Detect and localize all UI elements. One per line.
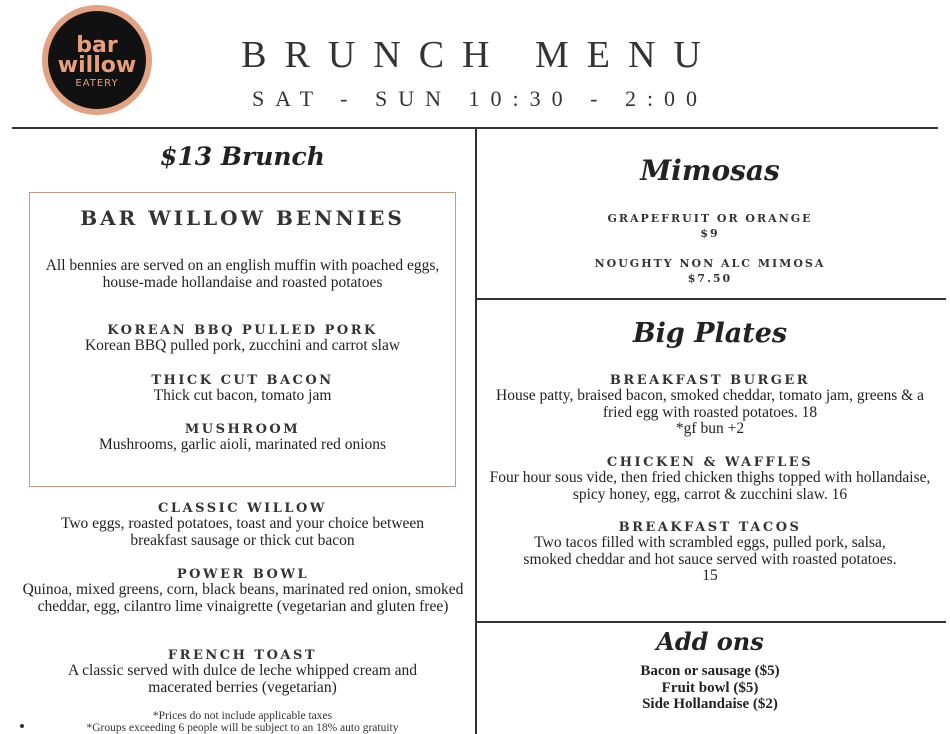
menu-item xyxy=(30,501,455,549)
menu-item-desc: Quinoa, mixed greens, corn, black beans, marinated red onion, smoked cheddar, egg, cilantro lime vinaigrette (vegetarian and gluten free) xyxy=(22,581,464,615)
menu-item-desc: Korean BBQ pulled pork, zucchini and carrot slaw xyxy=(84,337,401,354)
add-on-item: Bacon or sausage ($5) xyxy=(640,663,780,679)
drink-name: NOUGHTY NON ALC MIMOSA xyxy=(594,257,826,270)
menu-item-desc: Mushrooms, garlic aioli, marinated red onions xyxy=(98,436,387,453)
menu-item xyxy=(18,567,468,615)
add-ons-list xyxy=(480,663,940,713)
menu-item xyxy=(40,648,445,696)
menu-item-desc: A classic served with dulce de leche whipped cream and macerated berries (vegetarian) xyxy=(67,662,418,696)
brunch-section-title: $13 Brunch xyxy=(160,142,325,171)
drink-price: $7.50 xyxy=(687,272,733,285)
big-plates-title: Big Plates xyxy=(632,318,788,349)
menu-item-name: CHICKEN & WAFFLES xyxy=(606,455,814,470)
menu-item xyxy=(485,455,935,503)
bennies-intro: All bennies are served on an english muffin with poached eggs, house-made hollandaise and roasted potatoes xyxy=(45,257,440,291)
menu-item-desc: Two eggs, roasted potatoes, toast and your choice between breakfast sausage or thick cut bacon xyxy=(60,515,425,549)
menu-item xyxy=(515,520,905,585)
add-on-item: Side Hollandaise ($2) xyxy=(642,696,778,712)
bar-willow-logo xyxy=(42,5,152,115)
bennies-heading-block xyxy=(40,206,445,230)
menu-item-name: FRENCH TOAST xyxy=(167,648,318,663)
menu-hours: SAT - SUN 10:30 - 2:00 xyxy=(251,86,709,111)
drink-price: $9 xyxy=(700,227,720,240)
drink-item xyxy=(480,256,940,286)
menu-item-name: MUSHROOM xyxy=(184,422,301,437)
menu-item-desc: Two tacos filled with scrambled eggs, pulled pork, salsa, smoked cheddar and hot sauce served with roasted potatoes. 15 xyxy=(523,534,897,584)
mimosas-title: Mimosas xyxy=(640,154,780,187)
menu-item xyxy=(40,422,445,454)
logo-text-willow: willow xyxy=(57,53,137,78)
mimosas-divider xyxy=(476,298,946,300)
gratuity-note: *Groups exceeding 6 people will be subject to an 18% auto gratuity xyxy=(86,722,399,734)
menu-item-name: BREAKFAST TACOS xyxy=(618,520,802,535)
drink-item xyxy=(480,211,940,241)
menu-item-name: KOREAN BBQ PULLED PORK xyxy=(107,323,378,338)
add-on-item: Fruit bowl ($5) xyxy=(661,679,759,696)
menu-item-name: BREAKFAST BURGER xyxy=(609,373,811,388)
bullet-icon xyxy=(20,724,24,728)
menu-item xyxy=(40,373,445,405)
big-plates-divider xyxy=(476,621,946,623)
menu-item-name: CLASSIC WILLOW xyxy=(158,501,327,516)
tax-note: *Prices do not include applicable taxes xyxy=(152,710,333,722)
menu-item xyxy=(40,323,445,355)
menu-item xyxy=(485,373,935,438)
column-divider xyxy=(475,128,477,734)
menu-item-extra: *gf bun +2 xyxy=(675,420,745,437)
add-ons-title: Add ons xyxy=(656,627,764,656)
menu-item-desc: Four hour sous vide, then fried chicken thighs topped with hollandaise, spicy honey, egg, carrot & zucchini slaw. 16 xyxy=(489,469,931,503)
logo-text-eatery: EATERY xyxy=(75,78,119,89)
logo-badge xyxy=(48,11,146,109)
menu-item-desc: Thick cut bacon, tomato jam xyxy=(153,387,332,404)
menu-title: BRUNCH MENU xyxy=(241,34,719,76)
menu-item-name: POWER BOWL xyxy=(176,567,310,582)
menu-item-name: THICK CUT BACON xyxy=(151,373,334,388)
menu-item-desc: House patty, braised bacon, smoked cheddar, tomato jam, greens & a fried egg with roasted potatoes. 18 xyxy=(496,387,924,421)
logo-text-bar: bar xyxy=(76,33,118,58)
drink-name: GRAPEFRUIT OR ORANGE xyxy=(607,212,813,225)
bennies-heading: BAR WILLOW BENNIES xyxy=(80,206,405,230)
